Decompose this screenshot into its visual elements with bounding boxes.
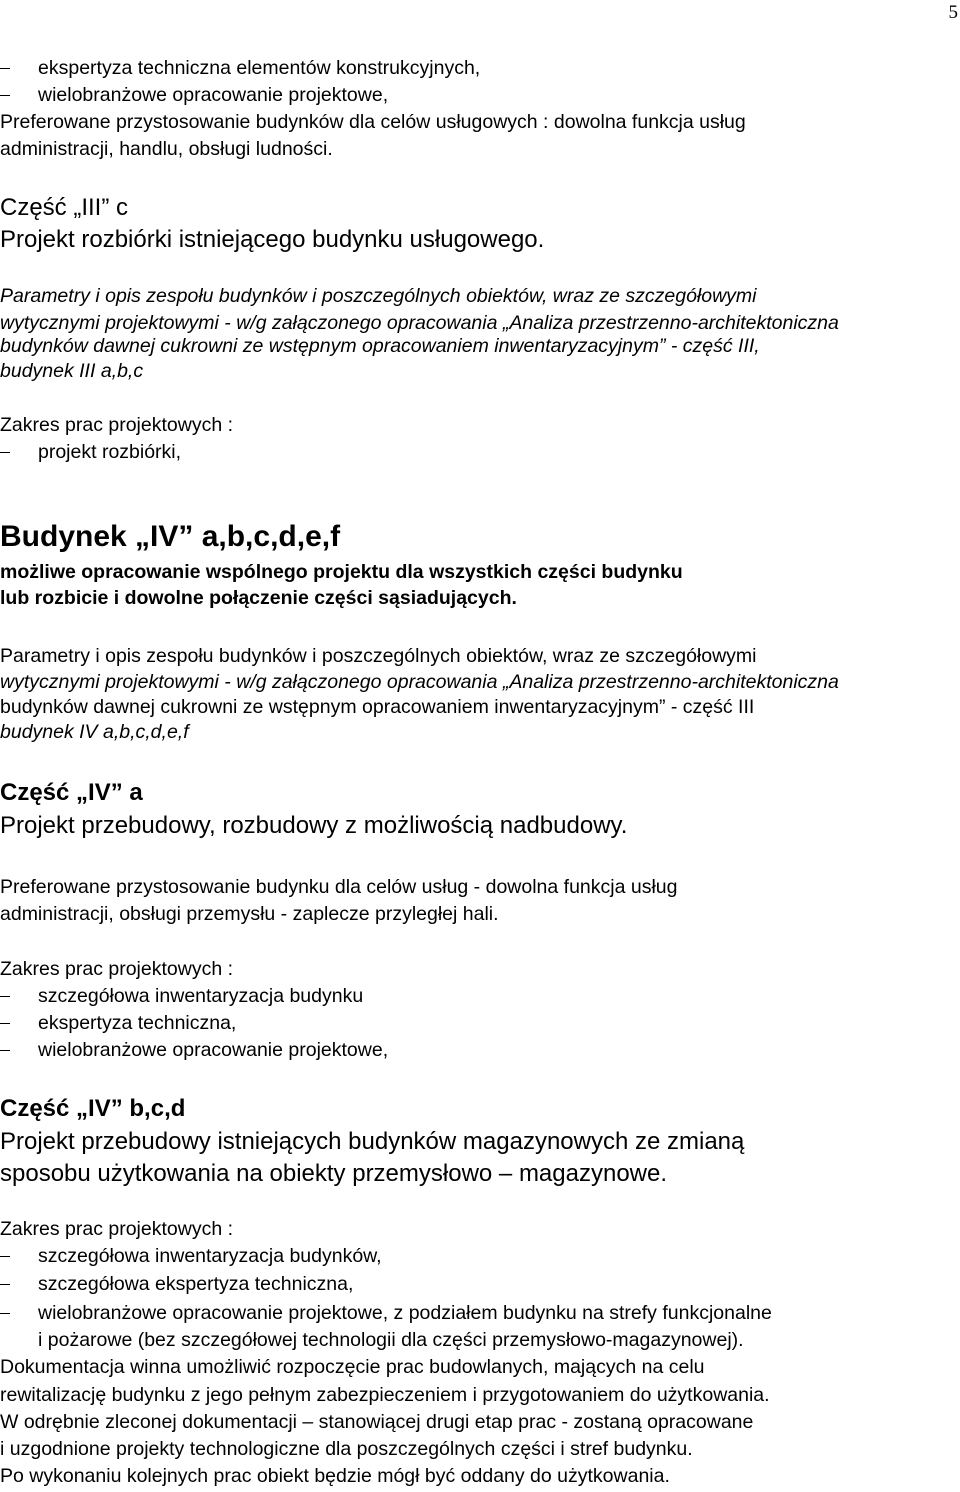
paragraph-line: Parametry i opis zespołu budynków i poszczególnych obiektów, wraz ze szczegółowymi (0, 645, 757, 667)
paragraph-line: budynków dawnej cukrowni ze wstępnym opracowaniem inwentaryzacyjnym” - część III, (0, 335, 760, 357)
paragraph-line: Preferowane przystosowanie budynków dla celów usługowych : dowolna funkcja usług (0, 111, 746, 133)
paragraph-line: Preferowane przystosowanie budynku dla celów usług - dowolna funkcja usług (0, 876, 678, 898)
list-item (0, 1244, 960, 1268)
bullet-text: szczegółowa ekspertyza techniczna, (38, 1273, 354, 1295)
bullet-text: i pożarowe (bez szczegółowej technologii dla części przemysłowo-magazynowej). (38, 1329, 744, 1351)
bullet-text: ekspertyza techniczna, (38, 1012, 237, 1034)
list-item (0, 1272, 960, 1296)
section-title: Część „III” c (0, 194, 129, 221)
list-item (0, 56, 960, 80)
dash-bullet (0, 1023, 10, 1024)
zakres-heading: Zakres prac projektowych : (0, 1218, 234, 1240)
list-item (0, 1038, 960, 1062)
list-item (0, 83, 960, 107)
dash-bullet (0, 1256, 10, 1257)
paragraph-line: budynków dawnej cukrowni ze wstępnym opracowaniem inwentaryzacyjnym” - część III (0, 696, 755, 718)
bullet-text: wielobranżowe opracowanie projektowe, (38, 1039, 389, 1061)
zakres-heading: Zakres prac projektowych : (0, 414, 234, 436)
section-subtitle: Projekt przebudowy istniejących budynków magazynowych ze zmianą (0, 1128, 745, 1155)
bullet-text: projekt rozbiórki, (38, 441, 182, 463)
bullet-text: wielobranżowe opracowanie projektowe, (38, 84, 389, 106)
bullet-text: szczegółowa inwentaryzacja budynków, (38, 1245, 382, 1267)
dash-bullet (0, 95, 10, 96)
section-title: Część „IV” a (0, 779, 143, 806)
paragraph-line: i uzgodnione projekty technologiczne dla poszczególnych części i stref budynku. (0, 1438, 693, 1460)
list-item (0, 1301, 960, 1325)
building-subline: możliwe opracowanie wspólnego projektu dla wszystkich części budynku (0, 561, 683, 583)
section-subtitle: Projekt przebudowy, rozbudowy z możliwością nadbudowy. (0, 812, 628, 839)
section-subtitle: sposobu użytkowania na obiekty przemysłowo – magazynowe. (0, 1160, 668, 1187)
section-title: Część „IV” b,c,d (0, 1095, 186, 1122)
building-subline: lub rozbicie i dowolne połączenie części sąsiadujących. (0, 587, 517, 609)
dash-bullet (0, 1284, 10, 1285)
list-item (0, 1011, 960, 1035)
dash-bullet (0, 452, 10, 453)
paragraph-line: Po wykonaniu kolejnych prac obiekt będzie mógł być oddany do użytkowania. (0, 1465, 670, 1487)
paragraph-line: budynek III a,b,c (0, 360, 144, 382)
list-item (0, 984, 960, 1008)
paragraph-line: budynek IV a,b,c,d,e,f (0, 721, 189, 743)
dash-bullet (0, 996, 10, 997)
building-title: Budynek „IV” a,b,c,d,e,f (0, 520, 341, 553)
dash-bullet (0, 68, 10, 69)
paragraph-line: rewitalizację budynku z jego pełnym zabezpieczeniem i przygotowaniem do użytkowania. (0, 1384, 770, 1406)
page-number: 5 (948, 2, 958, 23)
paragraph-line: W odrębnie zleconej dokumentacji – stanowiącej drugi etap prac - zostaną opracowane (0, 1411, 754, 1433)
paragraph-line: administracji, handlu, obsługi ludności. (0, 138, 333, 160)
bullet-text: wielobranżowe opracowanie projektowe, z podziałem budynku na strefy funkcjonalne (38, 1302, 772, 1324)
bullet-text: szczegółowa inwentaryzacja budynku (38, 985, 364, 1007)
dash-bullet (0, 1313, 10, 1314)
zakres-heading: Zakres prac projektowych : (0, 958, 234, 980)
paragraph-line: Parametry i opis zespołu budynków i poszczególnych obiektów, wraz ze szczegółowymi (0, 285, 757, 307)
list-item-continuation (0, 1328, 960, 1352)
paragraph-line: wytycznymi projektowymi - w/g załączonego opracowania „Analiza przestrzenno-architektoniczna (0, 312, 839, 334)
paragraph-line: wytycznymi projektowymi - w/g załączonego opracowania „Analiza przestrzenno-architektoniczna (0, 671, 839, 693)
dash-bullet (0, 1050, 10, 1051)
paragraph-line: administracji, obsługi przemysłu - zaplecze przyległej hali. (0, 903, 499, 925)
paragraph-line: Dokumentacja winna umożliwić rozpoczęcie prac budowlanych, mających na celu (0, 1356, 705, 1378)
section-subtitle: Projekt rozbiórki istniejącego budynku usługowego. (0, 226, 545, 253)
list-item (0, 440, 960, 464)
bullet-text: ekspertyza techniczna elementów konstrukcyjnych, (38, 57, 481, 79)
